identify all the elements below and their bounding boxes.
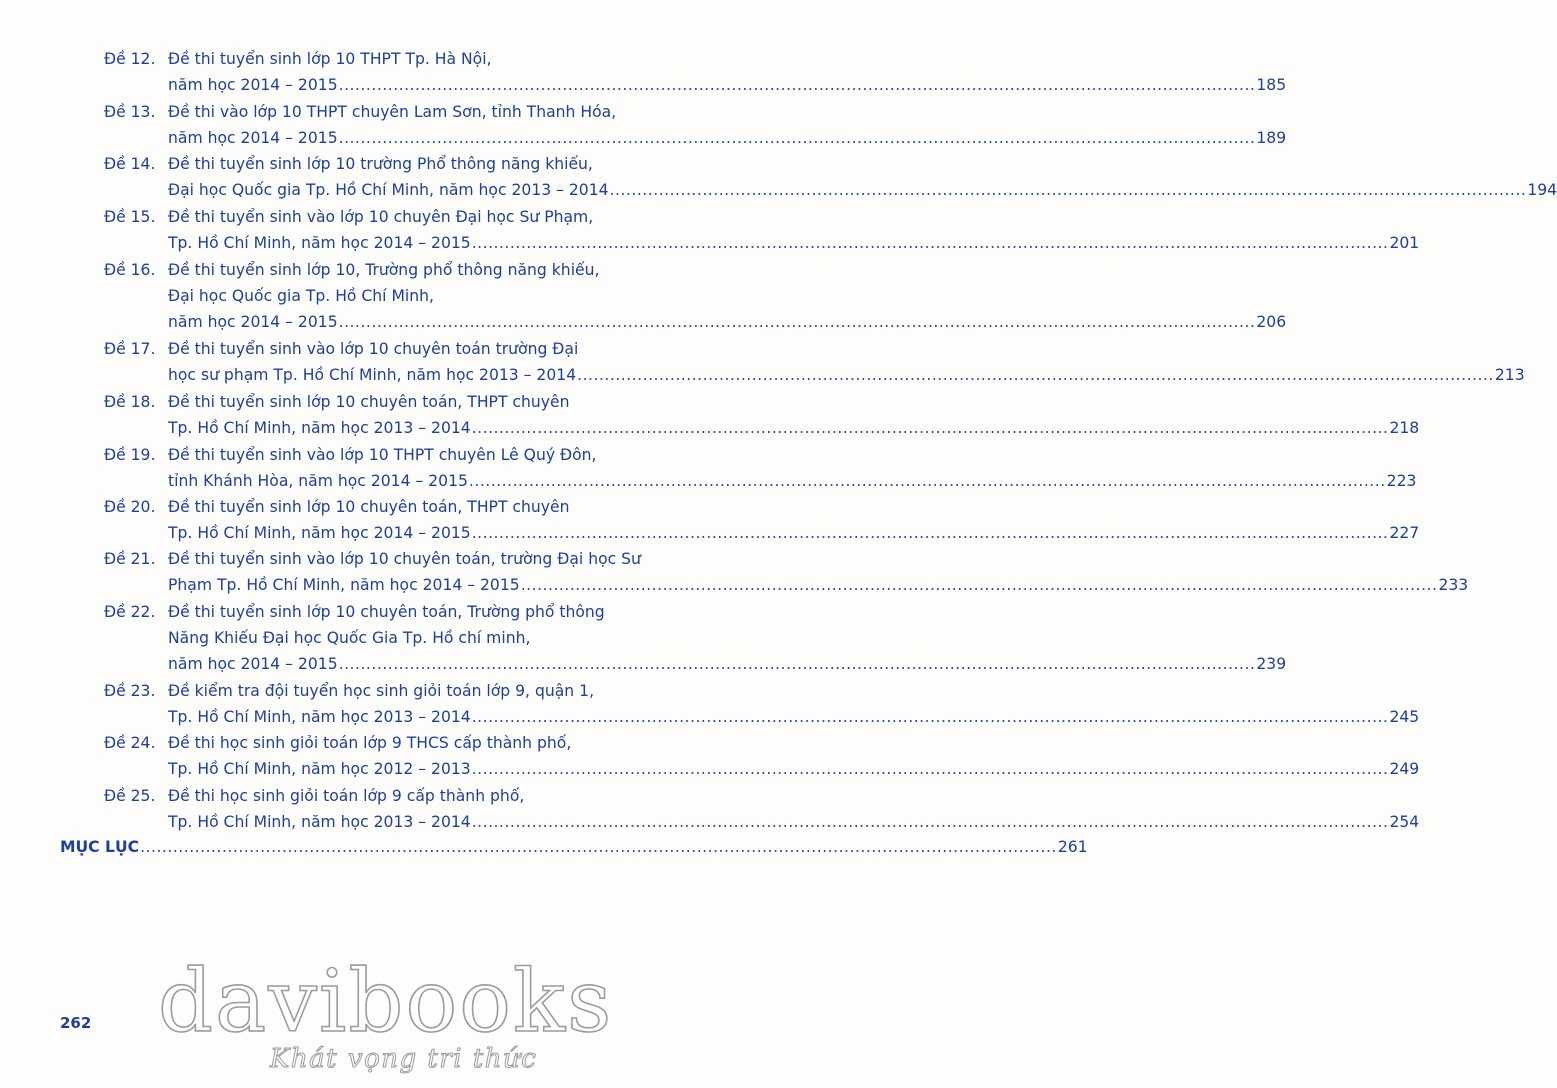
leader-dots: ........................................................................................................................................................................ bbox=[520, 576, 1438, 594]
toc-line bbox=[104, 389, 690, 415]
toc-entry-title-end: Tp. Hồ Chí Minh, năm học 2012 – 2013 bbox=[168, 760, 471, 778]
toc-entry-number: Đề 21. bbox=[104, 550, 156, 568]
toc-page-number: 223 bbox=[1386, 472, 1417, 490]
leader-dots: ........................................................................................................................................................................ bbox=[338, 129, 1256, 147]
toc-entry-number: Đề 15. bbox=[104, 208, 156, 226]
toc-entry[interactable] bbox=[104, 678, 1420, 730]
toc-entry[interactable] bbox=[104, 783, 1420, 835]
leader-dots: ........................................................................................................................................................................ bbox=[471, 760, 1389, 778]
toc-last-line bbox=[104, 809, 1420, 835]
toc-entry-title-end: năm học 2014 – 2015 bbox=[168, 129, 338, 147]
toc-entry-title-end: Phạm Tp. Hồ Chí Minh, năm học 2014 – 2015 bbox=[168, 576, 520, 594]
toc-entry-number: Đề 12. bbox=[104, 50, 156, 68]
toc-entry-title: Năng Khiếu Đại học Quốc Gia Tp. Hồ chí minh, bbox=[168, 629, 531, 647]
toc-last-line bbox=[104, 177, 1557, 203]
davibooks-logo bbox=[150, 952, 614, 1082]
toc-entry[interactable] bbox=[104, 389, 1420, 441]
toc-entry-title-end: năm học 2014 – 2015 bbox=[168, 313, 338, 331]
toc-last-line bbox=[104, 468, 1417, 494]
toc-entry-number: Đề 23. bbox=[104, 682, 156, 700]
toc-page-number: 249 bbox=[1389, 760, 1420, 778]
toc-last-line bbox=[104, 230, 1420, 256]
toc-entry[interactable] bbox=[104, 151, 1557, 203]
page-number: 262 bbox=[60, 1014, 92, 1032]
toc-line bbox=[104, 599, 690, 625]
toc-entry[interactable] bbox=[104, 46, 1287, 98]
leader-dots: ........................................................................................................................................................................ bbox=[471, 813, 1389, 831]
muc-luc-page: 261 bbox=[1057, 838, 1088, 856]
toc-page-number: 201 bbox=[1389, 234, 1420, 252]
leader-dots: ........................................................................................................................................................................ bbox=[471, 524, 1389, 542]
toc-page-number: 233 bbox=[1438, 576, 1469, 594]
leader-dots: ........................................................................................................................................................................ bbox=[338, 76, 1256, 94]
toc-entry-number: Đề 24. bbox=[104, 734, 156, 752]
toc-entry-title: Đề kiểm tra đội tuyển học sinh giỏi toán lớp 9, quận 1, bbox=[168, 682, 595, 700]
toc-line bbox=[104, 151, 690, 177]
toc-entry-title: Đề thi tuyển sinh lớp 10 trường Phổ thông năng khiếu, bbox=[168, 155, 593, 173]
toc-entry-number: Đề 25. bbox=[104, 787, 156, 805]
toc-entry-title-end: năm học 2014 – 2015 bbox=[168, 655, 338, 673]
toc-page-number: 189 bbox=[1256, 129, 1287, 147]
toc-line bbox=[104, 46, 690, 72]
toc-page-number: 206 bbox=[1256, 313, 1287, 331]
leader-dots: ........................................................................................................................................................................ bbox=[471, 234, 1389, 252]
toc-entry[interactable] bbox=[104, 494, 1420, 546]
toc-line bbox=[104, 99, 690, 125]
toc-entry-title: Đề thi tuyển sinh lớp 10 chuyên toán, Trường phổ thông bbox=[168, 603, 605, 621]
toc-entry-title-end: Tp. Hồ Chí Minh, năm học 2013 – 2014 bbox=[168, 419, 471, 437]
toc-line bbox=[104, 204, 690, 230]
toc-entry-number: Đề 19. bbox=[104, 446, 156, 464]
toc-entry-title: Đề thi tuyển sinh lớp 10 chuyên toán, THPT chuyên bbox=[168, 498, 570, 516]
toc-entry-number: Đề 20. bbox=[104, 498, 156, 516]
toc-last-line bbox=[104, 651, 1287, 677]
toc-page-number: 245 bbox=[1389, 708, 1420, 726]
toc-entry-number: Đề 16. bbox=[104, 261, 156, 279]
toc-entry-title: Đề thi tuyển sinh vào lớp 10 chuyên toán, trường Đại học Sư bbox=[168, 550, 641, 568]
toc-entry[interactable] bbox=[104, 599, 1287, 677]
logo-brand: davibooks bbox=[158, 952, 614, 1052]
toc-entry-title-end: học sư phạm Tp. Hồ Chí Minh, năm học 2013 – 2014 bbox=[168, 366, 577, 384]
toc-entry-title: Đề thi tuyển sinh lớp 10, Trường phổ thông năng khiếu, bbox=[168, 261, 600, 279]
toc-last-line bbox=[104, 72, 1287, 98]
leader-dots: ........................................................................................................................................................................ bbox=[471, 419, 1389, 437]
toc-entry-number: Đề 13. bbox=[104, 103, 156, 121]
toc-entry-number: Đề 18. bbox=[104, 393, 156, 411]
toc-line bbox=[104, 494, 690, 520]
toc-entry-title-end: Tp. Hồ Chí Minh, năm học 2013 – 2014 bbox=[168, 708, 471, 726]
toc-page-number: 254 bbox=[1389, 813, 1420, 831]
toc-entry-title: Đề thi tuyển sinh lớp 10 THPT Tp. Hà Nội, bbox=[168, 50, 492, 68]
toc-entry-number: Đề 14. bbox=[104, 155, 156, 173]
toc-entry-title: Đề thi học sinh giỏi toán lớp 9 cấp thành phố, bbox=[168, 787, 525, 805]
toc-entry-title: Đề thi vào lớp 10 THPT chuyên Lam Sơn, tỉnh Thanh Hóa, bbox=[168, 103, 617, 121]
toc-entry-muc-luc[interactable] bbox=[60, 834, 1088, 860]
toc-last-line bbox=[104, 572, 1469, 598]
toc-line bbox=[104, 625, 690, 651]
toc-line bbox=[104, 336, 690, 362]
toc-entry-title-end: Tp. Hồ Chí Minh, năm học 2014 – 2015 bbox=[168, 524, 471, 542]
toc-last-line bbox=[104, 415, 1420, 441]
toc-page-number: 218 bbox=[1389, 419, 1420, 437]
toc-entry-number: Đề 22. bbox=[104, 603, 156, 621]
toc-line bbox=[104, 783, 690, 809]
toc-entry-title-end: Tp. Hồ Chí Minh, năm học 2013 – 2014 bbox=[168, 813, 471, 831]
toc-entry-title-end: năm học 2014 – 2015 bbox=[168, 76, 338, 94]
toc-last-line bbox=[104, 362, 1525, 388]
toc-entry[interactable] bbox=[104, 99, 1287, 151]
toc-last-line bbox=[104, 309, 1287, 335]
toc-page-number: 185 bbox=[1256, 76, 1287, 94]
toc-line bbox=[104, 730, 690, 756]
logo-tagline: Khát vọng tri thức bbox=[270, 1044, 538, 1074]
toc-page-number: 194 bbox=[1527, 181, 1557, 199]
toc-entry-number: Đề 17. bbox=[104, 340, 156, 358]
toc-entry-title-end: Tp. Hồ Chí Minh, năm học 2014 – 2015 bbox=[168, 234, 471, 252]
toc-entry-title-end: tỉnh Khánh Hòa, năm học 2014 – 2015 bbox=[168, 472, 468, 490]
toc-entry[interactable] bbox=[104, 730, 1420, 782]
leader-dots: ........................................................................................................................................................................ bbox=[140, 838, 1057, 856]
toc-page-number: 213 bbox=[1494, 366, 1525, 384]
leader-dots: ........................................................................................................................................................................ bbox=[338, 313, 1256, 331]
toc-line bbox=[104, 257, 690, 283]
leader-dots: ........................................................................................................................................................................ bbox=[577, 366, 1494, 384]
toc-last-line bbox=[104, 756, 1420, 782]
toc-entry-title: Đề thi tuyển sinh vào lớp 10 THPT chuyên Lê Quý Đôn, bbox=[168, 446, 597, 464]
toc-line bbox=[104, 283, 690, 309]
toc-entry[interactable] bbox=[104, 336, 1525, 388]
toc-page-number: 239 bbox=[1256, 655, 1287, 673]
toc-entry[interactable] bbox=[104, 442, 1417, 494]
toc-entry-title: Đề thi tuyển sinh vào lớp 10 chuyên toán trường Đại bbox=[168, 340, 579, 358]
leader-dots: ........................................................................................................................................................................ bbox=[471, 708, 1389, 726]
toc-entry[interactable] bbox=[104, 546, 1469, 598]
toc-entry[interactable] bbox=[104, 204, 1420, 256]
leader-dots: ........................................................................................................................................................................ bbox=[338, 655, 1256, 673]
toc-entry-title: Đề thi học sinh giỏi toán lớp 9 THCS cấp thành phố, bbox=[168, 734, 572, 752]
toc-last-line bbox=[104, 704, 1420, 730]
toc-entry-title-end: Đại học Quốc gia Tp. Hồ Chí Minh, năm học 2013 – 2014 bbox=[168, 181, 609, 199]
leader-dots: ........................................................................................................................................................................ bbox=[609, 181, 1527, 199]
toc-line bbox=[104, 678, 690, 704]
toc-entry-title: Đề thi tuyển sinh lớp 10 chuyên toán, THPT chuyên bbox=[168, 393, 570, 411]
toc-line bbox=[104, 442, 690, 468]
toc-last-line bbox=[104, 125, 1287, 151]
muc-luc-label: MỤC LỤC bbox=[60, 838, 140, 856]
toc-page-number: 227 bbox=[1389, 524, 1420, 542]
leader-dots: ........................................................................................................................................................................ bbox=[468, 472, 1386, 490]
toc-entry[interactable] bbox=[104, 257, 1287, 335]
toc-last-line bbox=[104, 520, 1420, 546]
toc-entry-title: Đại học Quốc gia Tp. Hồ Chí Minh, bbox=[168, 287, 434, 305]
toc-line bbox=[104, 546, 690, 572]
toc-entry-title: Đề thi tuyển sinh vào lớp 10 chuyên Đại học Sư Phạm, bbox=[168, 208, 594, 226]
